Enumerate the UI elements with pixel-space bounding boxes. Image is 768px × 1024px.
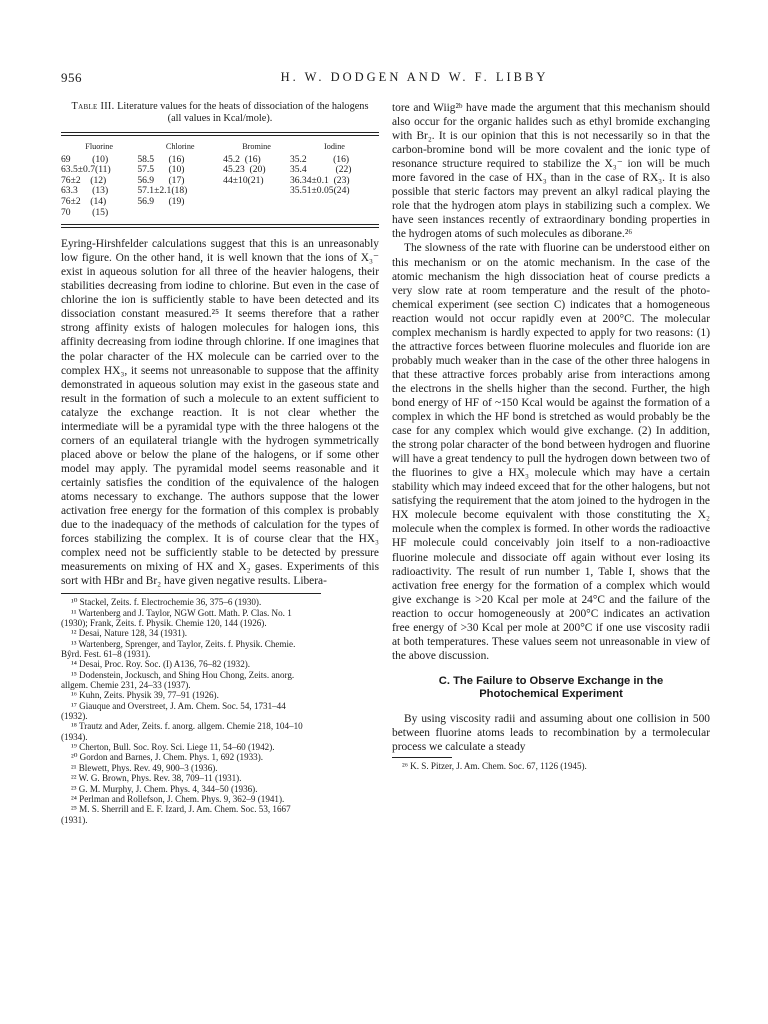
column-header: Fluorine	[85, 142, 114, 151]
table-cell	[290, 208, 379, 219]
table-cell: 35.2 (16)	[289, 153, 350, 165]
reference-entry: ¹⁵ Dodenstein, Jockusch, and Shing Hou Chong, Zeits. anorg.	[71, 669, 295, 680]
right-column	[392, 101, 710, 772]
reference-entry: ¹⁸ Trautz and Ader, Zeits. f. anorg. allgem. Chemie 218, 104–10	[71, 721, 303, 732]
reference-entry: ²¹ Blewett, Phys. Rev. 49, 900–3 (1936).	[71, 762, 218, 773]
reference-entry: allgem. Chemie 231, 24–33 (1937).	[61, 680, 191, 691]
reference-entry: ¹⁹ Cherton, Bull. Soc. Roy. Sci. Liege 11, 54–60 (1942).	[71, 742, 275, 753]
table-row	[61, 208, 379, 219]
reference-entry: ²⁴ Perlman and Rollefson, J. Chem. Phys. 9, 362–9 (1941).	[71, 793, 285, 804]
reference-entry: Bŷrd. Fest. 61–8 (1931).	[61, 649, 151, 660]
table-cell: 36.34±0.1 (23)	[289, 174, 350, 186]
table-cell	[223, 197, 290, 208]
reference-entry: ¹⁶ Kuhn, Zeits. Physik 39, 77–91 (1926).	[71, 690, 219, 701]
section-heading-line-1: C. The Failure to Observe Exchange in the	[438, 674, 664, 687]
reference-entry: ²² W. G. Brown, Phys. Rev. 38, 709–11 (1931).	[71, 773, 242, 784]
reference-entry: ¹⁰ Stackel, Zeits. f. Electrochemie 36, 375–6 (1930).	[71, 597, 262, 608]
table-caption-text: Literature values for the heats of dissociation of the halogens (all values in Kcal/mole).	[117, 101, 369, 124]
table-cell: 56.9 (17)	[137, 174, 185, 186]
heat-of-dissociation-table	[61, 136, 379, 218]
left-body-text	[61, 237, 379, 588]
section-heading	[392, 675, 710, 702]
reference-entry: ¹⁷ Giauque and Overstreet, J. Am. Chem. Soc. 54, 1731–44	[71, 700, 286, 711]
left-column	[61, 101, 379, 825]
footnote: ²⁶ K. S. Pitzer, J. Am. Chem. Soc. 67, 1126 (1945).	[402, 761, 587, 772]
table-cell	[137, 208, 223, 219]
right-body-text	[392, 101, 710, 663]
reference-entry: (1930); Frank, Zeits. f. Physik. Chemie 120, 144 (1926).	[61, 618, 267, 629]
table-cell: 63.3 (13)	[61, 185, 109, 197]
body-paragraph: Eyring-Hirshfelder calculations suggest that this is an unreasonably low figure. On the other hand, it is well known that the ions of X₃⁻ exist in aqueous solution for all three of the heavier halogens, their stabilities decreasing from iodine to chlorine. But even in the case of chlorine the ion is sufficiently stable to have been detected and its dissociation constant measured.²⁵ It seems therefore that a rather strong affinity exists of halogen molecules for halogen ions, this affinity decreasing from iodine through chlorine. If one imagines that the polar character of the HX molecule can be carried over to the complex HX₃, it seems not unreasonable to suppose that the affinity demonstrated in aqueous solution may exist in the gaseous state and result in the formation of such a molecule to an extent sufficient to catalyze the exchange reaction. It is not clear whether the intermediate will be a pyramidal type with the three halogens ot the corners of an equilateral triangle with the hydrogen symmetrically placed above or below the plane of the halogens, or if some other model may apply. The pyramidal model seems reasonable and it certainly satisfies the condition of the equivalence of the halogen atoms necessary to exchange. The authors suppose that the lower activation free energy for the formation of this complex is probably due to the inadequacy of the methods of calculation for the types of forces stabilizing the complex. It is of course clear that the HX₃ complex need not be sufficiently stable to be detected by pressure measurements on mixing of HX and X₂ gases. Experiments of this sort with HBr and Br₂ have given negative results. Libera-	[61, 238, 379, 588]
table-cell: 44±10(21)	[223, 174, 264, 186]
column-header: Iodine	[324, 142, 345, 151]
reference-entry: ²⁰ Gordon and Barnes, J. Chem. Phys. 1, 692 (1933).	[71, 752, 264, 763]
reference-entry: ¹² Desai, Nature 128, 34 (1931).	[71, 628, 188, 639]
body-paragraph: The slowness of the rate with fluorine can be understood either on this mechanism or on the atomic mechanism. In the case of the atomic mechanism the high dissociation heat of course predicts a very slow rate at room temperature and the result of the photo-chemical experiment (see section C) indicates that a homogeneous reaction would not occur rapidly even at 200°C. The molecular complex mechanism is hardly expected to apply for two reasons: (1) the attractive forces between fluorine molecules and fluoride ion are probably much weaker than in the case of the other three halogens in that these attractive forces probably arise from interactions among the electrons in the shells higher than the second. Further, the high bond energy of HF of ~150 Kcal would be against the formation of a complex in which the HF bond is stretched as would probably be the case for any complex which would give exchange. (2) In addition, the strong polar character of the bond between hydrogen and fluorine will have a great tendency to pull the hydrogen down between two of the fluorines to give a HX₃ molecule which may have a certain stability which may indeed exceed that for the other halogens, but not satisfying the requirement that the atom joined to the hydrogen in the HX molecule become equivalent with those constituting the X₂ molecule when the complex is formed. In other words the radioactive HF molecule could conceivably join itself to a non-radioactive fluorine molecule and dissociate off again without ever losing its radioactivity. The result of run number 1, Table I, shows that the activation free energy for the formation of a complex which would give exchange is >20 Kcal per mole at 24°C and the failure of the reaction to occur homogeneously at 200°C indicates an activation free energy of >30 Kcal per mole at 200°C if one use viscosity radii at both temperatures. These values seem not unreasonable in view of the above discussion.	[392, 242, 710, 662]
table-cell: 58.5 (16)	[137, 153, 185, 165]
table-cell: 69 (10)	[61, 153, 109, 165]
column-header: Chlorine	[165, 142, 195, 151]
table-cell: 45.23 (20)	[223, 164, 266, 176]
reference-entry: (1931).	[61, 814, 88, 825]
table-caption	[65, 101, 375, 125]
table-label: Table III.	[71, 101, 115, 112]
footnote-rule	[392, 757, 452, 758]
column-header: Bromine	[242, 142, 271, 151]
table-bottom-rule	[61, 224, 379, 228]
table-cell	[290, 197, 379, 208]
table-header-row	[61, 136, 379, 155]
reference-entry: ¹⁴ Desai, Proc. Roy. Soc. (I) A136, 76–82 (1932).	[71, 659, 251, 670]
table-container	[61, 132, 379, 228]
table-cell: 35.4 (22)	[289, 164, 352, 176]
table-cell: 70 (15)	[61, 206, 109, 218]
reference-entry: ¹¹ Wartenberg and J. Taylor, NGW Gott. Math. P. Clas. No. 1	[71, 607, 292, 618]
body-paragraph: tore and Wiig²ᵇ have made the argument that this mechanism should also occur for the organic halides such as ethyl bromide exchanging with Br₂. It is our opinion that this is not necessarily so in that the carbon-bromine bond will be more covalent and the ionic type of resonance structure required to stabilize the X₃⁻ ion will be much more favored in the case of HX₃ than in the case of RX₃. It is also possible that steric factors may prevent an alkyl radical playing the role that the hydrogen atom plays in stabilizing such a complex. We have seen instances recently of extraordinary bonding properties in the hydrogen atoms of such molecules as diborane.²⁶	[392, 102, 710, 241]
table-cell	[223, 186, 290, 197]
reference-entry: ²³ G. M. Murphy, J. Chem. Phys. 4, 344–50 (1936).	[71, 783, 258, 794]
table-cell: 35.51±0.05(24)	[289, 185, 350, 197]
table-cell: 57.1±2.1(18)	[137, 185, 188, 197]
reference-list	[61, 593, 321, 825]
section-paragraph: By using viscosity radii and assuming about one collision in 500 between fluorine atoms leads to recombination by a termolecular process we calculate a steady	[392, 712, 710, 753]
table-row	[61, 186, 379, 197]
reference-entry: ¹³ Wartenberg, Sprenger, and Taylor, Zeits. f. Physik. Chemie.	[71, 638, 296, 649]
table-cell	[223, 208, 290, 219]
table-cell: 63.5±0.7(11)	[61, 164, 111, 176]
table-cell: 76±2 (12)	[61, 174, 107, 186]
running-head: H. W. DODGEN AND W. F. LIBBY	[280, 70, 549, 84]
section-heading-line-2: Photochemical Experiment	[479, 688, 623, 701]
reference-entry: ²⁵ M. S. Sherrill and E. F. Izard, J. Am. Chem. Soc. 53, 1667	[71, 804, 291, 815]
reference-entry: (1932).	[61, 711, 88, 722]
table-row	[61, 197, 379, 208]
table-cell: 57.5 (10)	[137, 164, 185, 176]
page-number: 956	[61, 70, 82, 85]
table-cell: 76±2 (14)	[61, 195, 107, 207]
page-header	[61, 70, 708, 90]
reference-entry: (1934).	[61, 731, 88, 742]
table-cell: 56.9 (19)	[137, 195, 185, 207]
table-cell: 45.2 (16)	[223, 153, 261, 165]
